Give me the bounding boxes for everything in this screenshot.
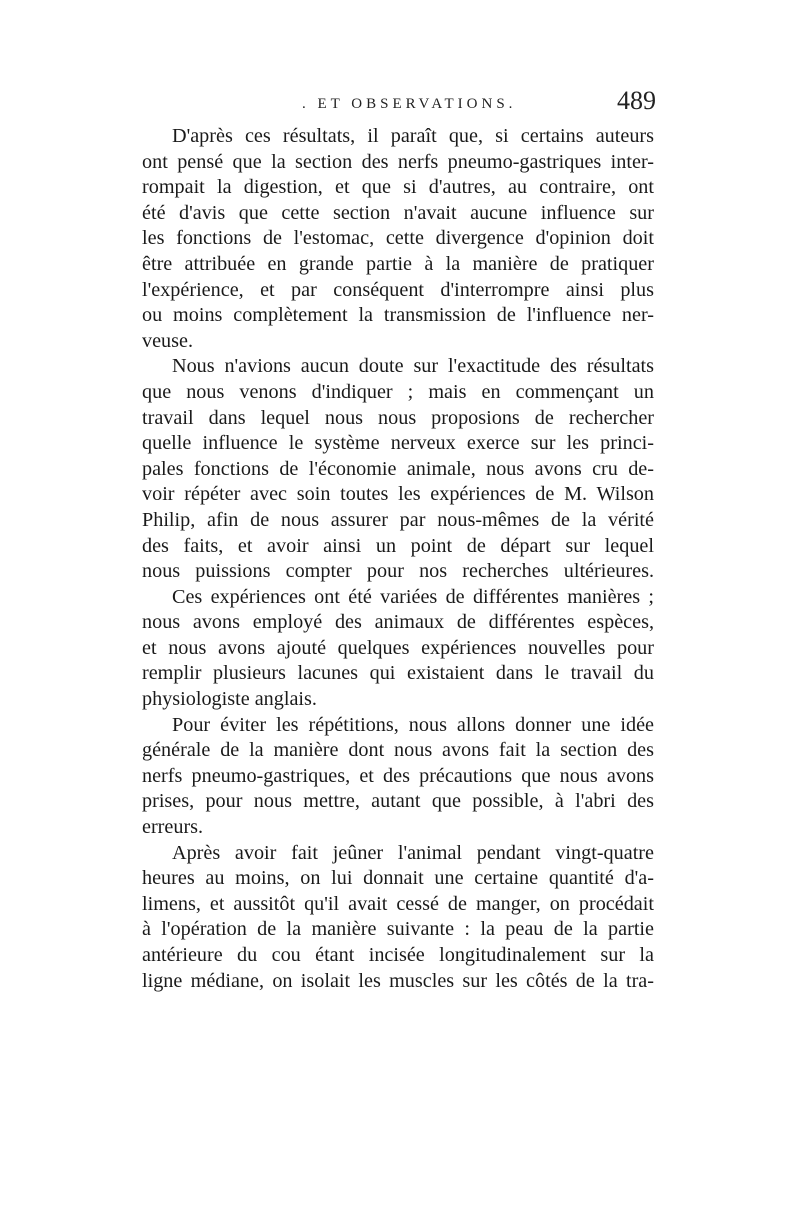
text-line: être attribuée en grande partie à la manière de pratiquer (142, 252, 654, 275)
text-line: limens, et aussitôt qu'il avait cessé de manger, on procédait (142, 892, 654, 915)
text-line: ont pensé que la section des nerfs pneumo-gastriques inter- (142, 150, 654, 173)
text-line: et nous avons ajouté quelques expériences nouvelles pour (142, 636, 654, 659)
text-line: Pour éviter les répétitions, nous allons donner une idée (172, 713, 654, 736)
text-line: rompait la digestion, et que si d'autres, au contraire, ont (142, 176, 654, 199)
body-text (142, 124, 654, 994)
text-line: l'expérience, et par conséquent d'interrompre ainsi plus (142, 278, 654, 301)
text-line: Après avoir fait jeûner l'animal pendant vingt-quatre (172, 841, 654, 864)
text-line: Ces expériences ont été variées de différentes manières ; (172, 585, 654, 608)
paragraph-2 (142, 354, 654, 584)
paragraph-4 (142, 713, 654, 841)
text-line: ligne médiane, on isolait les muscles sur les côtés de la tra- (142, 969, 654, 992)
running-title: . ET OBSERVATIONS. (302, 96, 517, 112)
text-line: prises, pour nous mettre, autant que possible, à l'abri des (142, 790, 654, 813)
text-line: Nous n'avions aucun doute sur l'exactitude des résultats (172, 355, 654, 378)
text-line: heures au moins, on lui donnait une certaine quantité d'a- (142, 867, 654, 890)
text-line: physiologiste anglais. (142, 688, 317, 711)
book-page (142, 86, 656, 1052)
paragraph-5 (142, 841, 654, 995)
text-line: antérieure du cou étant incisée longitudinalement sur la (142, 944, 654, 966)
text-line: nous avons employé des animaux de différentes espèces, (142, 611, 654, 634)
text-line: D'après ces résultats, il paraît que, si certains auteurs (172, 125, 654, 147)
text-line: Philip, afin de nous assurer par nous-mêmes de la vérité (142, 508, 654, 531)
text-line: pales fonctions de l'économie animale, nous avons cru de- (142, 457, 654, 480)
text-line: générale de la manière dont nous avons fait la section des (142, 739, 654, 762)
text-line: nous puissions compter pour nos recherches ultérieures. (142, 560, 654, 583)
text-line: erreurs. (142, 816, 204, 839)
text-line: quelle influence le système nerveux exerce sur les princi- (142, 432, 654, 455)
text-line: que nous venons d'indiquer ; mais en commençant un (142, 380, 654, 403)
paragraph-1 (142, 124, 654, 354)
text-line: travail dans lequel nous nous proposions de rechercher (142, 406, 654, 429)
running-head (142, 86, 656, 122)
text-line: des faits, et avoir ainsi un point de départ sur lequel (142, 534, 654, 557)
text-line: à l'opération de la manière suivante : la peau de la partie (142, 918, 654, 941)
text-line: veuse. (142, 329, 194, 352)
text-line: remplir plusieurs lacunes qui existaient dans le travail du (142, 662, 654, 685)
text-line: nerfs pneumo-gastriques, et des précautions que nous avons (142, 764, 654, 787)
text-line: les fonctions de l'estomac, cette divergence d'opinion doit (142, 227, 654, 250)
paragraph-3 (142, 585, 654, 713)
text-line: été d'avis que cette section n'avait aucune influence sur (142, 201, 654, 224)
text-line: voir répéter avec soin toutes les expériences de M. Wilson (142, 483, 654, 506)
page-number: 489 (617, 86, 656, 115)
text-line: ou moins complètement la transmission de l'influence ner- (142, 304, 654, 327)
